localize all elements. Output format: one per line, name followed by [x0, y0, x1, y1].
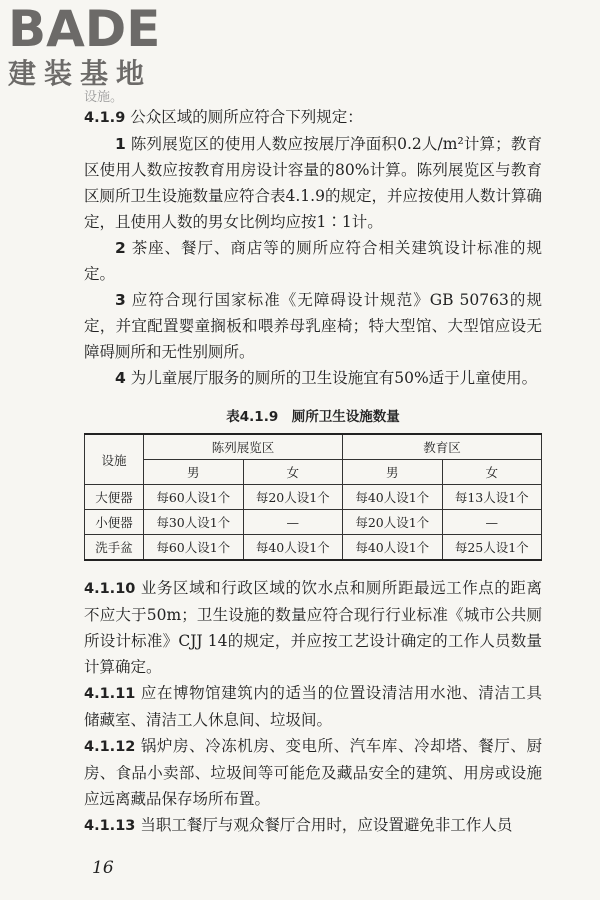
table-title: 表4.1.9 厕所卫生设施数量 [226, 409, 400, 425]
clause-4-1-10 [84, 575, 542, 680]
row-label: 大便器 [85, 485, 144, 510]
header-facility: 设施 [85, 434, 144, 485]
table-row [85, 485, 542, 510]
table-cell: 每40人设1个 [243, 535, 343, 561]
clause-4-1-13 [84, 812, 542, 839]
clause-item-1 [84, 131, 542, 235]
clause-number: 4.1.13 [84, 818, 136, 834]
clause-item-4 [84, 365, 542, 391]
clause-number: 4.1.10 [84, 581, 136, 597]
table-cell: 每40人设1个 [343, 535, 443, 561]
clause-text: 当职工餐厅与观众餐厅合用时，应设置避免非工作人员 [140, 816, 513, 834]
table-cell: 每30人设1个 [144, 510, 244, 535]
table-header-row [85, 434, 542, 460]
table-cell: 每40人设1个 [343, 485, 443, 510]
item-text: 陈列展览区的使用人数应按展厅净面积0.2人/m²计算；教育区使用人数应按教育用房设计容量的80%计算。陈列展览区与教育区厕所卫生设施数量应符合表4.1.9的规定，并应按使用人数计算确定，且使用人数的男女比例均应按1∶1计。 [84, 135, 542, 231]
item-text: 应符合现行国家标准《无障碍设计规范》GB 50763的规定，并宜配置婴童搁板和喂养母乳座椅；特大型馆、大型馆应设无障碍厕所和无性别厕所。 [84, 291, 542, 361]
item-text: 为儿童展厅服务的厕所的卫生设施宜有50%适于儿童使用。 [130, 369, 538, 387]
clause-text: 应在博物馆建筑内的适当的位置设清洁用水池、清洁工具储藏室、清洁工人休息间、垃圾间。 [84, 684, 542, 729]
header-male: 男 [343, 460, 443, 485]
item-number: 3 [115, 291, 126, 309]
table-cell: 每60人设1个 [144, 535, 244, 561]
document-body [84, 104, 542, 839]
header-education-area: 教育区 [343, 434, 542, 460]
header-female: 女 [442, 460, 542, 485]
item-text: 茶座、餐厅、商店等的厕所应符合相关建筑设计标准的规定。 [84, 239, 542, 283]
item-number: 1 [115, 135, 126, 153]
table-subheader-row [85, 460, 542, 485]
table-cell: 每20人设1个 [343, 510, 443, 535]
row-label: 洗手盆 [85, 535, 144, 561]
clause-item-3 [84, 287, 542, 365]
clause-4-1-11 [84, 680, 542, 733]
clause-number: 4.1.11 [84, 686, 136, 702]
clause-number: 4.1.12 [84, 739, 136, 755]
header-exhibition-area: 陈列展览区 [144, 434, 343, 460]
page-number: 16 [92, 858, 114, 878]
clause-number: 4.1.9 [84, 110, 126, 126]
header-female: 女 [243, 460, 343, 485]
toilet-facilities-table [84, 433, 542, 561]
logo-wordmark: BADE [8, 0, 161, 58]
table-cell: — [243, 510, 343, 535]
row-label: 小便器 [85, 510, 144, 535]
clause-text: 锅炉房、冷冻机房、变电所、汽车库、冷却塔、餐厅、厨房、食品小卖部、垃圾间等可能危及藏品安全的建筑、用房或设施应远离藏品保存场所布置。 [84, 737, 542, 808]
table-cell: 每60人设1个 [144, 485, 244, 510]
table-cell: 每20人设1个 [243, 485, 343, 510]
table-row [85, 510, 542, 535]
item-number: 2 [115, 239, 126, 257]
logo [8, 0, 178, 90]
clause-text: 公众区域的厕所应符合下列规定： [130, 108, 363, 126]
header-male: 男 [144, 460, 244, 485]
logo-subtitle: 建装基地 [8, 57, 153, 90]
item-number: 4 [115, 369, 126, 387]
table-cell: 每25人设1个 [442, 535, 542, 561]
previous-page-fragment: 设施。 [84, 90, 124, 105]
clause-4-1-9 [84, 104, 542, 131]
table-row [85, 535, 542, 561]
clause-4-1-12 [84, 733, 542, 812]
clause-item-2 [84, 235, 542, 287]
table-cell: — [442, 510, 542, 535]
table-cell: 每13人设1个 [442, 485, 542, 510]
clause-text: 业务区域和行政区域的饮水点和厕所距最远工作点的距离不应大于50m；卫生设施的数量应符合现行行业标准《城市公共厕所设计标准》CJJ 14的规定，并应按工艺设计确定的工作人员数量计算确定。 [84, 579, 542, 676]
